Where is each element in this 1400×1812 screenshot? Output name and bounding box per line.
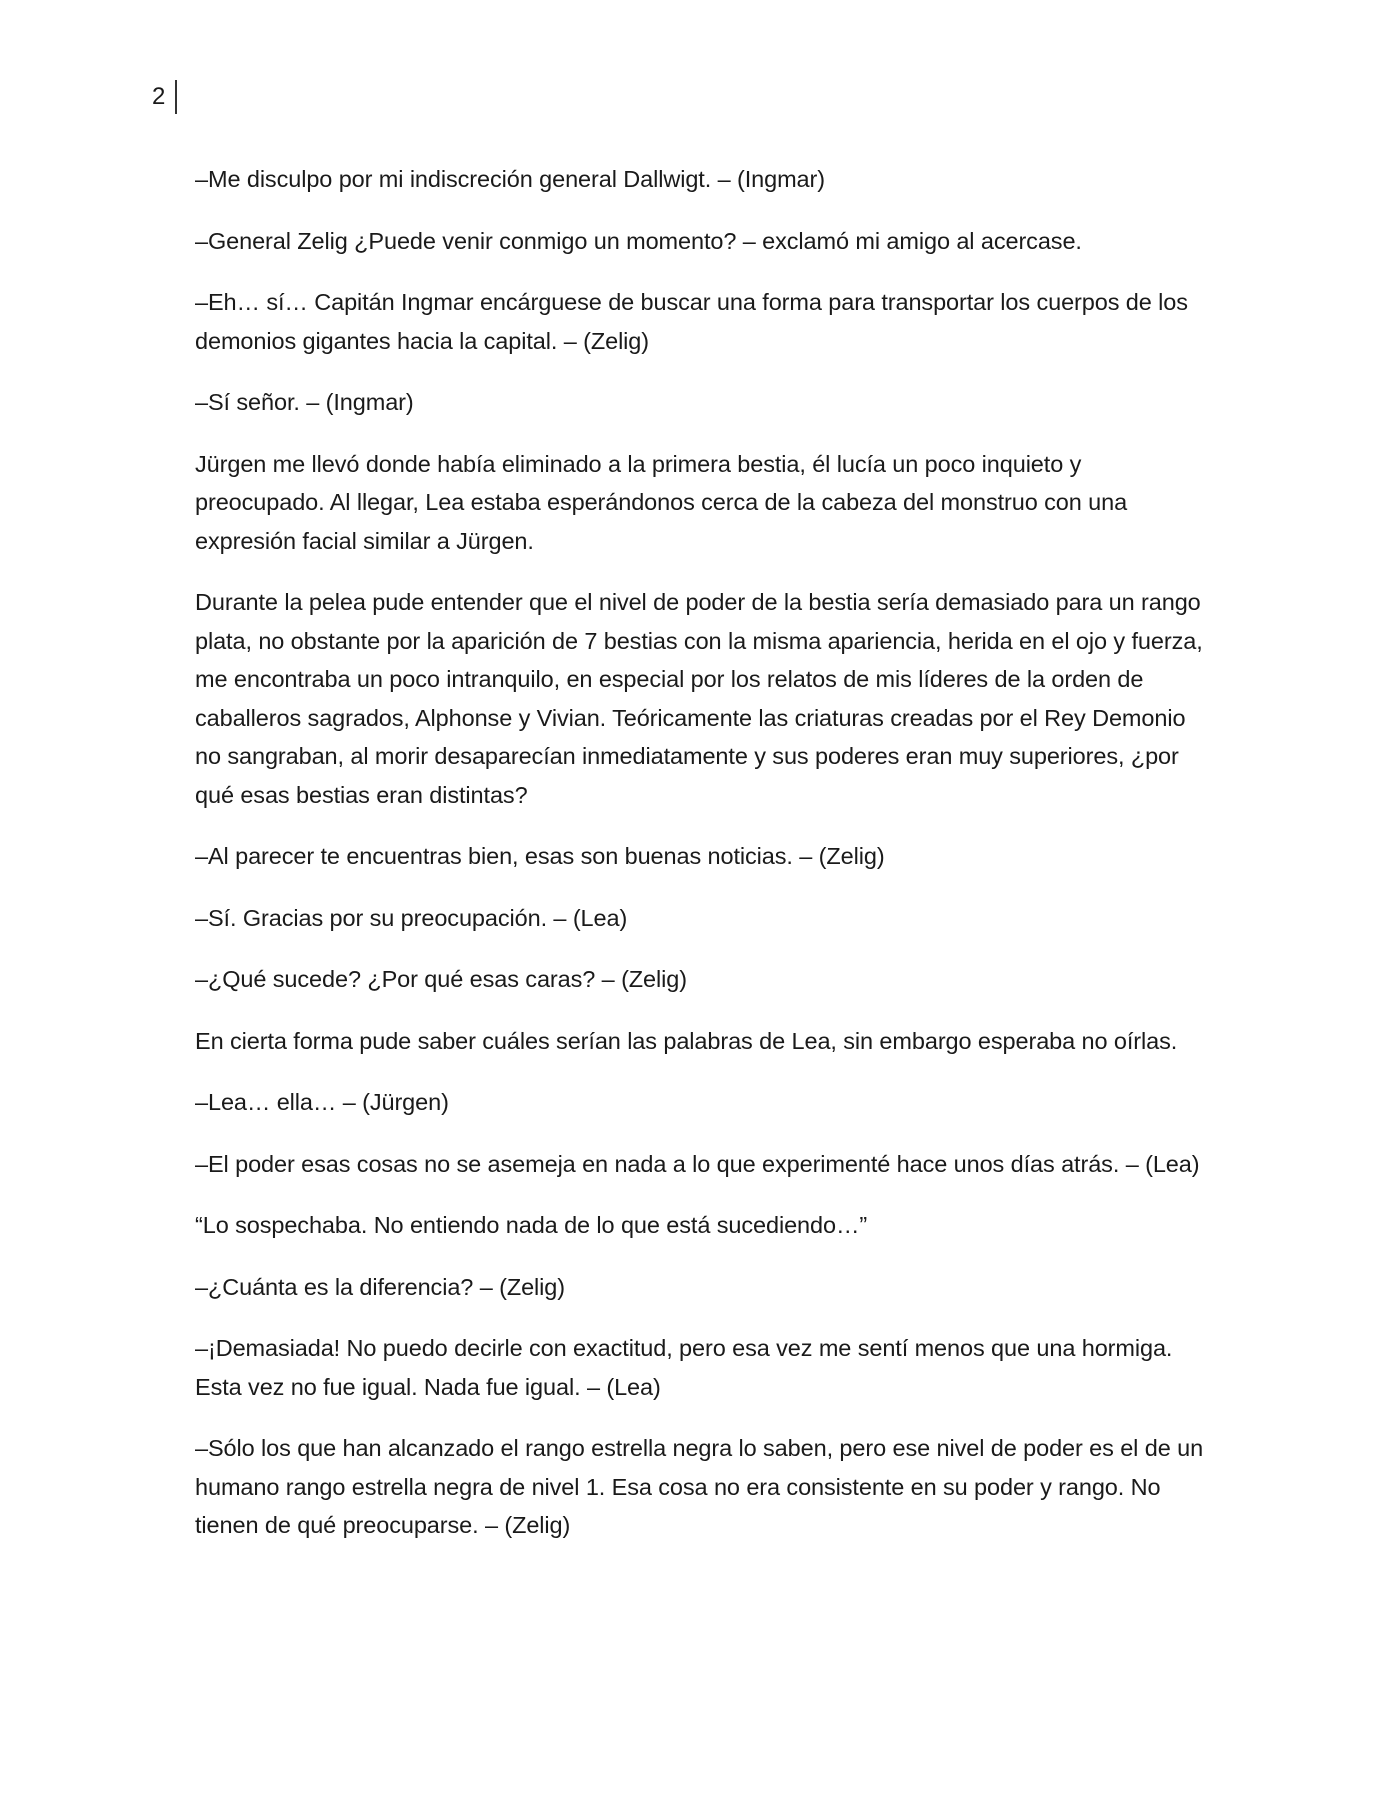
paragraph: –Eh… sí… Capitán Ingmar encárguese de buscar una forma para transportar los cuerpos de los demonios gigantes hacia la capital. – (Zelig) — [195, 289, 1188, 354]
paragraph: –¿Cuánta es la diferencia? – (Zelig) — [195, 1273, 565, 1300]
paragraph: –El poder esas cosas no se asemeja en nada a lo que experimenté hace unos días atrás. – (Lea) — [195, 1150, 1200, 1177]
page-number: 2 — [152, 83, 166, 110]
paragraph: Jürgen me llevó donde había eliminado a la primera bestia, él lucía un poco inquieto y preocupado. Al llegar, Lea estaba esperándonos cerca de la cabeza del monstruo con una expresión facial similar a Jürgen. — [195, 450, 1128, 554]
paragraph: –¡Demasiada! No puedo decirle con exactitud, pero esa vez me sentí menos que una hormiga. Esta vez no fue igual. Nada fue igual. – (Lea) — [195, 1335, 1173, 1400]
paragraph: –¿Qué sucede? ¿Por qué esas caras? – (Zelig) — [195, 966, 687, 992]
paragraph: –Sí. Gracias por su preocupación. – (Lea) — [195, 904, 628, 931]
paragraph: –Al parecer te encuentras bien, esas son buenas noticias. – (Zelig) — [195, 843, 885, 869]
paragraph: –Sí señor. – (Ingmar) — [195, 389, 414, 415]
document-body — [195, 160, 1205, 1568]
paragraph: –Me disculpo por mi indiscreción general Dallwigt. – (Ingmar) — [195, 166, 825, 192]
paragraph: –General Zelig ¿Puede venir conmigo un momento? – exclamó mi amigo al acercase. — [195, 227, 1082, 254]
header-divider — [175, 80, 177, 114]
paragraph: –Sólo los que han alcanzado el rango estrella negra lo saben, pero ese nivel de poder es el de un humano rango estrella negra de nivel 1. Esa cosa no era consistente en su poder y rango. No tienen de qué preocuparse. – (Zelig) — [195, 1435, 1204, 1538]
paragraph: Durante la pelea pude entender que el nivel de poder de la bestia sería demasiado para un rango plata, no obstante por la aparición de 7 bestias con la misma apariencia, herida en el ojo y fuerza, me encontraba un poco intranquilo, en especial por los relatos de mis líderes de la orden de caballeros sagrados, Alphonse y Vivian. Teóricamente las criaturas creadas por el Rey Demonio no sangraban, al morir desaparecían inmediatamente y sus poderes eran muy superiores, ¿por qué esas bestias eran distintas? — [195, 589, 1203, 808]
paragraph: “Lo sospechaba. No entiendo nada de lo que está sucediendo…” — [195, 1212, 868, 1238]
paragraph: En cierta forma pude saber cuáles serían las palabras de Lea, sin embargo esperaba no oírlas. — [195, 1027, 1178, 1054]
paragraph: –Lea… ella… – (Jürgen) — [195, 1089, 449, 1115]
page-header — [152, 80, 177, 114]
